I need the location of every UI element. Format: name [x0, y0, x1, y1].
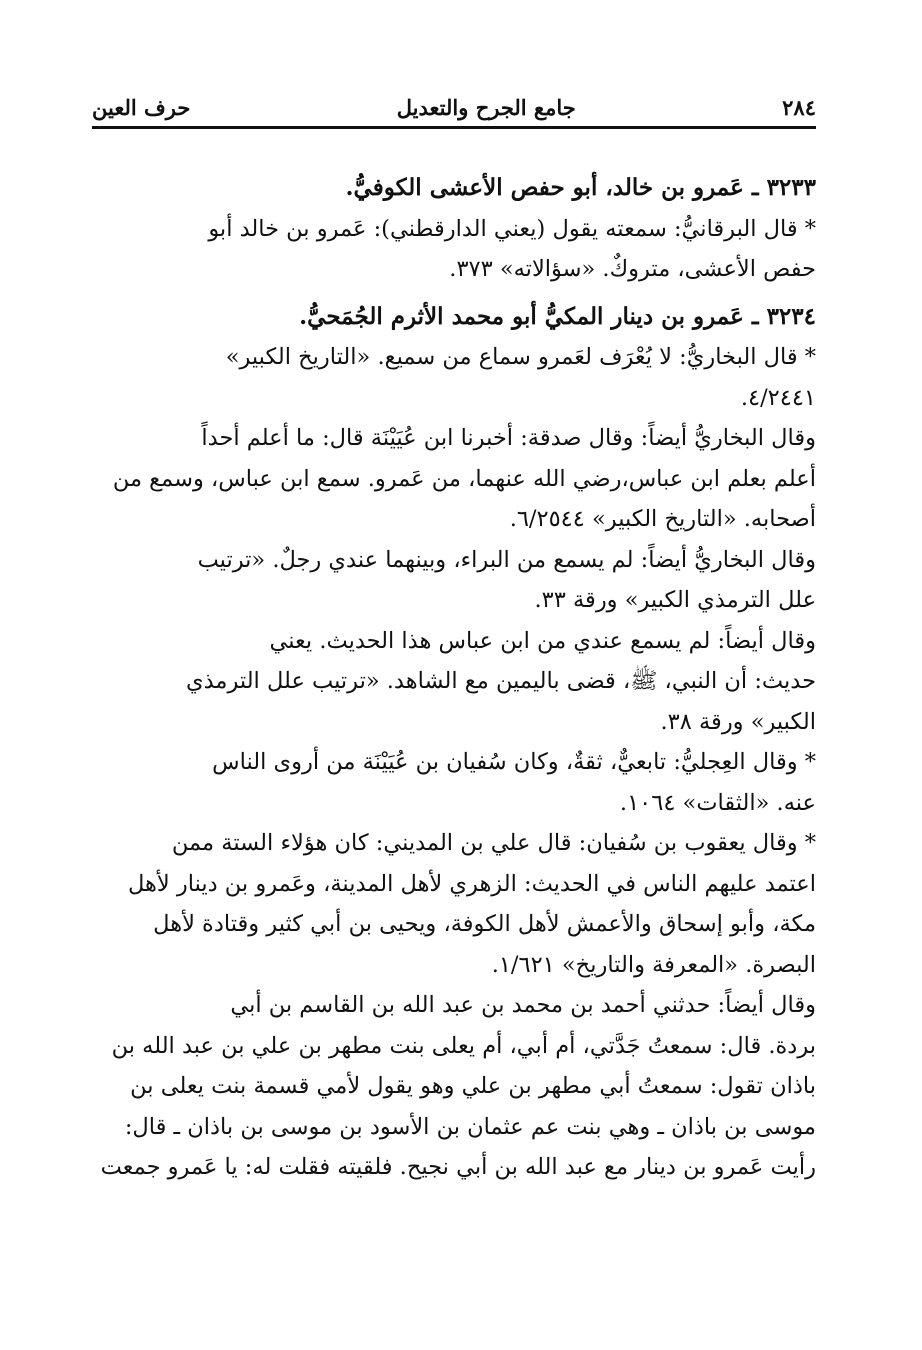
text-line: وقال أيضاً: حدثني أحمد بن محمد بن عبد الله بن القاسم بن أبي — [230, 992, 816, 1018]
book-title: جامع الجرح والتعديل — [396, 94, 576, 120]
text-line: رأيت عَمرو بن دينار مع عبد الله بن أبي نجيح. فلقيته فقلت له: يا عَمرو جمعت — [100, 1154, 816, 1180]
text-line: * وقال يعقوب بن سُفيان: قال علي بن المديني: كان هؤلاء الستة ممن — [171, 830, 816, 856]
text-line: ٤/٢٤٤١. — [740, 384, 816, 411]
text-line: علل الترمذي الكبير» ورقة ٣٣. — [534, 587, 816, 613]
text-line: وقال أيضاً: لم يسمع عندي من ابن عباس هذا الحديث. يعني — [269, 627, 816, 654]
text-line: اعتمد عليهم الناس في الحديث: الزهري لأهل المدينة، وعَمرو بن دينار لأهل — [127, 870, 816, 897]
section-title: حرف العين — [92, 94, 191, 120]
text-line: بردة. قال: سمعتُ جَدَّتي، أم أبي، أم يعلى بنت مطهر بن علي بن عبد الله بن — [111, 1032, 816, 1059]
text-line: حفص الأعشى، متروكٌ. «سؤالاته» ٣٧٣. — [449, 256, 816, 282]
text-line: * وقال العِجليُّ: تابعيٌّ، ثقةٌ، وكان سُفيان بن عُيَيْنَة من أروى الناس — [212, 749, 816, 775]
text-line: الكبير» ورقة ٣٨. — [660, 708, 816, 735]
text-line: * قال البرقانيُّ: سمعته يقول (يعني الدارقطني): عَمرو بن خالد أبو — [208, 215, 816, 242]
entry-title: ٣٢٣٣ ـ عَمرو بن خالد، أبو حفص الأعشى الكوفيُّ. — [345, 174, 816, 201]
text-line: باذان تقول: سمعتُ أبي مطهر بن علي وهو يقول لأمي قسمة بنت يعلى بن — [130, 1073, 816, 1099]
text-line: موسى بن باذان ـ وهي بنت عم عثمان بن الأسود بن موسى بن باذان ـ قال: — [124, 1113, 816, 1140]
text-line: عنه. «الثقات» ١٠٦٤. — [619, 789, 816, 816]
text-line: أصحابه. «التاريخ الكبير» ٦/٢٥٤٤. — [509, 506, 816, 532]
text-line: وقال البخاريُّ أيضاً: لم يسمع من البراء، وبينهما عندي رجلٌ. «ترتيب — [197, 546, 816, 573]
entry-title: ٣٢٣٤ ـ عَمرو بن دينار المكيُّ أبو محمد الأثرم الجُمَحيُّ. — [299, 302, 816, 330]
text-line: أعلم بعلم ابن عباس،رضي الله عنهما، من عَمرو. سمع ابن عباس، وسمع من — [112, 465, 816, 492]
text-line: البصرة. «المعرفة والتاريخ» ١/٦٢١. — [491, 951, 816, 978]
text-line: وقال البخاريُّ أيضاً: وقال صدقة: أخبرنا ابن عُيَيْنَة قال: ما أعلم أحداً — [201, 425, 816, 451]
header-rule — [92, 126, 816, 129]
text-line: * قال البخاريُّ: لا يُعْرَف لعَمرو سماع من سميع. «التاريخ الكبير» — [225, 344, 816, 370]
text-line: مكة، وأبو إسحاق والأعمش لأهل الكوفة، ويحيى بن أبي كثير وقتادة لأهل — [153, 911, 816, 937]
page-body — [92, 168, 816, 1188]
running-header — [92, 88, 816, 126]
text-line: حديث: أن النبي، ﷺ، قضى باليمين مع الشاهد. «ترتيب علل الترمذي — [186, 668, 816, 694]
page-number: ٢٨٤ — [782, 94, 816, 120]
